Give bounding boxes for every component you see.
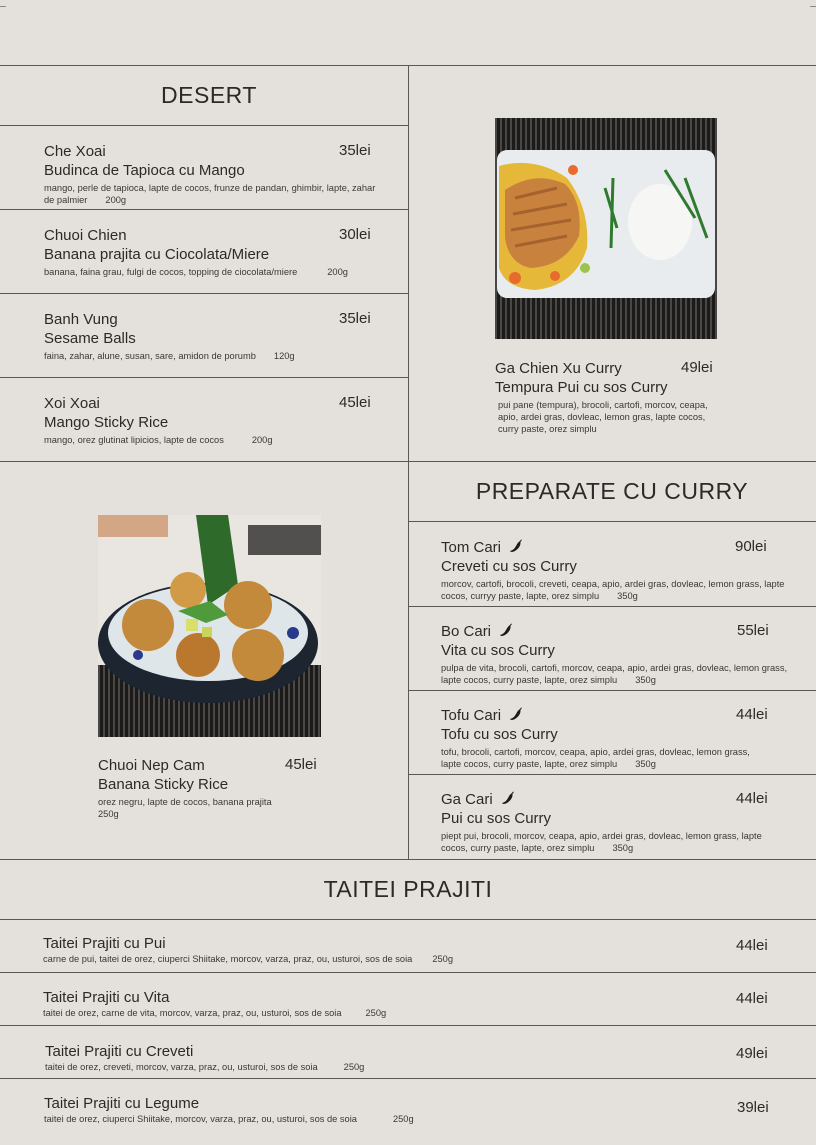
item-weight: 350g bbox=[612, 843, 634, 853]
item-name: Taitei Prajiti cu Creveti bbox=[45, 1043, 194, 1060]
item-name: Xoi Xoai bbox=[44, 395, 100, 412]
item-description: mango, orez glutinat lipicios, lapte de cocos 200g bbox=[44, 435, 273, 445]
item-price: 44lei bbox=[736, 706, 768, 723]
item-subtitle: Tempura Pui cu sos Curry bbox=[495, 379, 668, 396]
divider bbox=[0, 125, 408, 126]
menu-item bbox=[44, 310, 389, 362]
dessert-dish-photo bbox=[98, 515, 321, 737]
item-subtitle: Banana Sticky Rice bbox=[98, 776, 229, 793]
item-name: Ga Cari bbox=[441, 790, 801, 809]
divider bbox=[408, 606, 816, 607]
item-weight: 120g bbox=[273, 351, 295, 361]
item-weight: 200g bbox=[105, 195, 127, 205]
item-description: orez negru, lapte de cocos, banana prajita bbox=[98, 797, 272, 807]
noodle-row bbox=[43, 988, 723, 1019]
item-name: Tofu Cari bbox=[441, 706, 801, 725]
item-description: piept pui, brocoli, morcov, ceapa, apio, ardei gras, dovleac, lemon grass, lapte cocos, curry paste, lapte, orez simplu 350g bbox=[441, 831, 762, 853]
divider bbox=[408, 65, 409, 860]
crop-mark bbox=[0, 6, 6, 7]
divider bbox=[0, 293, 408, 294]
item-price: 39lei bbox=[737, 1099, 769, 1116]
divider bbox=[0, 1078, 816, 1079]
item-description: taitei de orez, creveti, morcov, varza, praz, ou, usturoi, sos de soia 250g bbox=[45, 1062, 365, 1072]
item-name: Taitei Prajiti cu Pui bbox=[43, 935, 166, 952]
item-price: 45lei bbox=[339, 394, 371, 411]
item-description: pui pane (tempura), brocoli, cartofi, morcov, ceapa, apio, ardei gras, dovleac, lemon gras, lapte cocos, curry paste, orez simplu bbox=[498, 400, 708, 434]
item-subtitle: Mango Sticky Rice bbox=[44, 414, 169, 431]
item-price: 44lei bbox=[736, 990, 768, 1007]
menu-item bbox=[44, 394, 389, 446]
item-weight: 250g bbox=[392, 1114, 414, 1124]
item-description: banana, faina grau, fulgi de cocos, topping de ciocolata/miere 200g bbox=[44, 267, 348, 277]
item-price: 30lei bbox=[339, 226, 371, 243]
item-weight: 250g bbox=[98, 809, 119, 819]
item-description: morcov, cartofi, brocoli, creveti, ceapa, apio, ardei gras, dovleac, lemon grass, lapte cocos, curryy paste, lapte, orez simplu 350g bbox=[441, 579, 785, 601]
item-name: Bo Cari bbox=[441, 622, 801, 641]
noodle-row bbox=[44, 1094, 724, 1125]
item-name: Tom Cari bbox=[441, 538, 801, 557]
item-price: 44lei bbox=[736, 790, 768, 807]
item-description: pulpa de vita, brocoli, cartofi, morcov, ceapa, apio, ardei gras, dovleac, lemon grass, lapte cocos, curry paste, lapte, orez simplu 350g bbox=[441, 663, 788, 685]
item-name: Chuoi Nep Cam bbox=[98, 757, 205, 774]
item-price: 55lei bbox=[737, 622, 769, 639]
noodle-row bbox=[43, 934, 723, 965]
item-description: mango, perle de tapioca, lapte de cocos, frunze de pandan, ghimbir, lapte, zahar de palmier 200g bbox=[44, 183, 376, 205]
item-name: Che Xoai bbox=[44, 143, 106, 160]
item-name: Banh Vung bbox=[44, 311, 118, 328]
section-title-noodles: TAITEI PRAJITI bbox=[323, 876, 493, 902]
divider bbox=[0, 377, 408, 378]
item-price: 49lei bbox=[681, 359, 713, 376]
item-subtitle: Creveti cu sos Curry bbox=[441, 558, 577, 575]
item-name: Ga Chien Xu Curry bbox=[495, 360, 622, 377]
item-subtitle: Vita cu sos Curry bbox=[441, 642, 555, 659]
item-description: faina, zahar, alune, susan, sare, amidon de porumb 120g bbox=[44, 351, 295, 361]
item-subtitle: Banana prajita cu Ciocolata/Miere bbox=[44, 246, 270, 263]
item-price: 45lei bbox=[285, 756, 317, 773]
chili-icon bbox=[499, 623, 513, 637]
divider bbox=[0, 919, 816, 920]
item-price: 49lei bbox=[736, 1045, 768, 1062]
chili-icon bbox=[501, 791, 515, 805]
divider bbox=[408, 774, 816, 775]
item-price: 35lei bbox=[339, 142, 371, 159]
item-weight: 200g bbox=[251, 435, 273, 445]
divider bbox=[0, 972, 816, 973]
item-name: Taitei Prajiti cu Vita bbox=[43, 989, 170, 1006]
item-weight: 200g bbox=[327, 267, 348, 277]
item-weight: 250g bbox=[365, 1008, 387, 1018]
item-name: Chuoi Chien bbox=[44, 227, 127, 244]
chili-icon bbox=[509, 539, 523, 553]
item-description: taitei de orez, ciuperci Shiitake, morcov, varza, praz, ou, usturoi, sos de soia 250g bbox=[44, 1114, 414, 1124]
curry-dish-photo bbox=[495, 118, 717, 339]
item-price: 35lei bbox=[339, 310, 371, 327]
item-weight: 350g bbox=[635, 759, 656, 769]
divider bbox=[0, 461, 816, 462]
item-description: tofu, brocoli, cartofi, morcov, ceapa, apio, ardei gras, dovleac, lemon grass, lapte cocos, curry paste, lapte, orez simplu 350g bbox=[441, 747, 750, 769]
divider bbox=[408, 690, 816, 691]
item-subtitle: Pui cu sos Curry bbox=[441, 810, 552, 827]
divider bbox=[0, 209, 408, 210]
item-weight: 350g bbox=[635, 675, 656, 685]
item-subtitle: Budinca de Tapioca cu Mango bbox=[44, 162, 245, 179]
item-subtitle: Sesame Balls bbox=[44, 330, 136, 347]
section-title-curry: PREPARATE CU CURRY bbox=[475, 478, 749, 504]
menu-item bbox=[44, 142, 389, 206]
item-weight: 250g bbox=[432, 954, 453, 964]
crop-mark bbox=[810, 6, 816, 7]
item-price: 90lei bbox=[735, 538, 767, 555]
item-price: 44lei bbox=[736, 937, 768, 954]
divider bbox=[408, 521, 816, 522]
menu-item bbox=[44, 226, 389, 278]
item-description: carne de pui, taitei de orez, ciuperci Shiitake, morcov, varza, praz, ou, usturoi, sos de soia 250g bbox=[43, 954, 453, 964]
chili-icon bbox=[509, 707, 523, 721]
item-description: taitei de orez, carne de vita, morcov, varza, praz, ou, usturoi, sos de soia 250g bbox=[43, 1008, 387, 1018]
divider bbox=[0, 1025, 816, 1026]
item-subtitle: Tofu cu sos Curry bbox=[441, 726, 558, 743]
noodle-row bbox=[45, 1042, 725, 1073]
item-name: Taitei Prajiti cu Legume bbox=[44, 1095, 200, 1112]
item-weight: 350g bbox=[617, 591, 638, 601]
section-title-desert: DESERT bbox=[161, 82, 257, 108]
divider bbox=[0, 859, 816, 860]
item-weight: 250g bbox=[343, 1062, 365, 1072]
